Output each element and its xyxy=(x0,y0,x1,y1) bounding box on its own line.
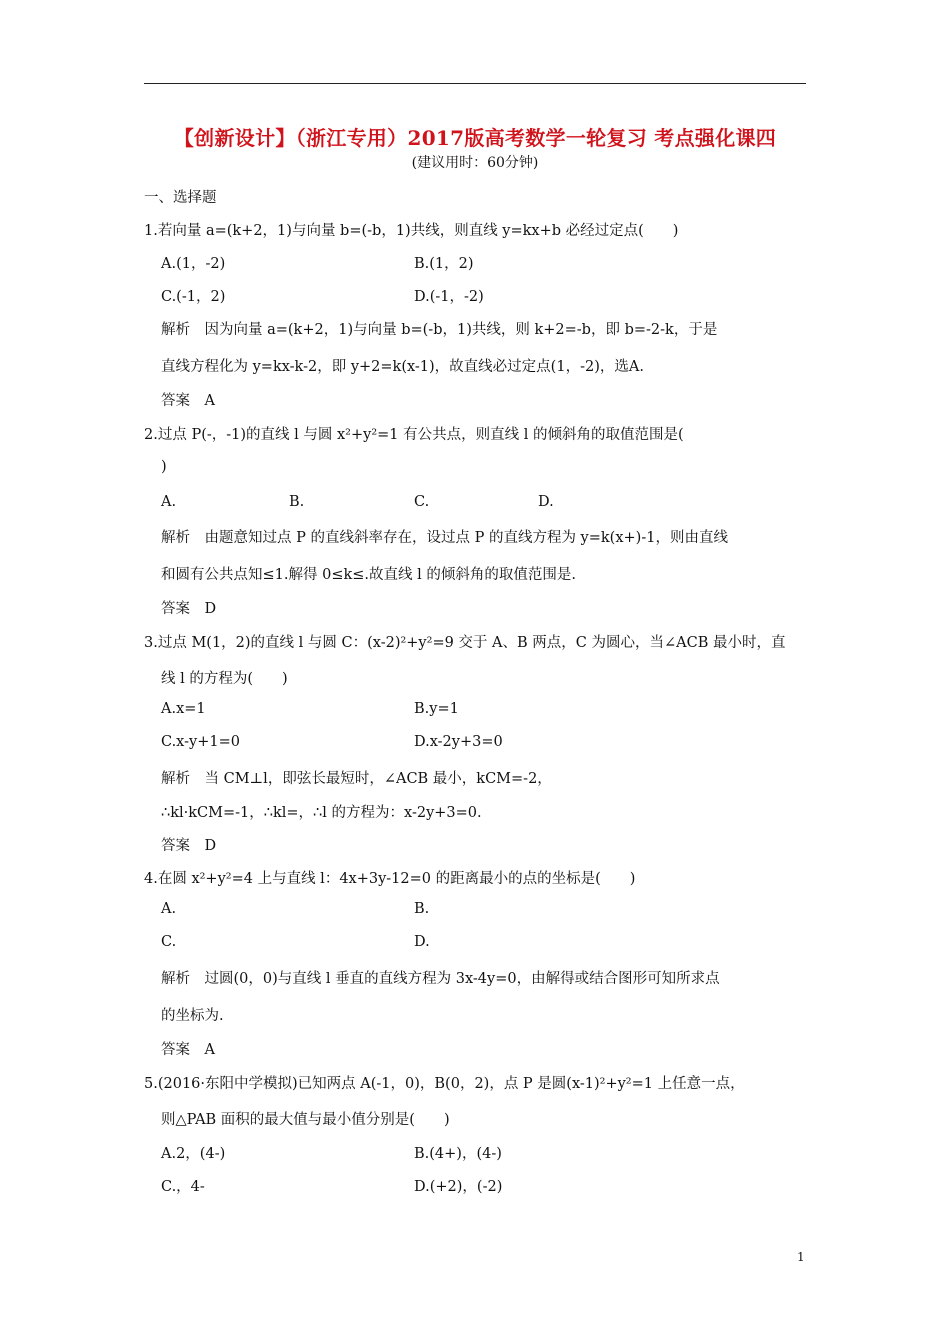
q2-answer: 答案 D xyxy=(161,601,217,617)
q3-answer: 答案 D xyxy=(161,838,217,854)
q5-option-a: A.2，(4-) xyxy=(161,1146,226,1162)
document-subtitle: (建议用时：60分钟) xyxy=(411,155,539,171)
q5-option-b: B.(4+)，(4-) xyxy=(414,1146,502,1162)
q5-option-d: D.(+2)，(-2) xyxy=(414,1179,503,1195)
q3-stem-cont: 线 l 的方程为( ) xyxy=(161,671,288,687)
q1-analysis-cont: 直线方程化为 y=kx-k-2，即 y+2=k(x-1)，故直线必过定点(1，-2)，选A. xyxy=(161,359,644,375)
q3-analysis: 解析 当 CM⊥l，即弦长最短时，∠ACB 最小，kCM=-2， xyxy=(161,771,552,787)
q1-option-b: B.(1，2) xyxy=(414,256,474,272)
q2-option-c: C. xyxy=(414,494,430,510)
q2-option-a: A. xyxy=(161,494,177,510)
document-title: 【创新设计】（浙江专用）2017版高考数学一轮复习 考点强化课四 xyxy=(173,126,777,150)
q4-option-a: A. xyxy=(161,901,177,917)
q4-analysis-cont: 的坐标为. xyxy=(161,1008,224,1024)
q3-option-d: D.x-2y+3=0 xyxy=(414,734,503,750)
section-heading: 一、选择题 xyxy=(144,190,217,206)
q1-analysis: 解析 因为向量 a=(k+2，1)与向量 b=(-b，1)共线，则 k+2=-b，即 b=-2-k，于是 xyxy=(161,322,718,338)
q2-analysis: 解析 由题意知过点 P 的直线斜率存在，设过点 P 的直线方程为 y=k(x+)-1，则由直线 xyxy=(161,530,728,546)
q2-option-d: D. xyxy=(538,494,554,510)
q1-answer: 答案 A xyxy=(161,393,215,409)
q4-option-c: C. xyxy=(161,934,177,950)
q3-option-b: B.y=1 xyxy=(414,701,459,717)
q3-option-c: C.x-y+1=0 xyxy=(161,734,240,750)
q1-option-a: A.(1，-2) xyxy=(161,256,226,272)
q2-stem: 2.过点 P(-，-1)的直线 l 与圆 x²+y²=1 有公共点，则直线 l 的倾斜角的取值范围是( xyxy=(144,427,684,443)
q1-option-d: D.(-1，-2) xyxy=(414,289,484,305)
q4-stem: 4.在圆 x²+y²=4 上与直线 l：4x+3y-12=0 的距离最小的点的坐标是( ) xyxy=(144,871,636,887)
header-rule xyxy=(144,83,806,84)
q5-stem: 5.(2016·东阳中学模拟)已知两点 A(-1，0)，B(0，2)，点 P 是圆(x-1)²+y²=1 上任意一点， xyxy=(144,1076,745,1092)
q4-option-b: B. xyxy=(414,901,430,917)
page-number: 1 xyxy=(797,1250,805,1264)
q3-analysis-cont: ∴kl·kCM=-1，∴kl=，∴l 的方程为：x-2y+3=0. xyxy=(161,805,482,821)
q4-analysis: 解析 过圆(0，0)与直线 l 垂直的直线方程为 3x-4y=0，由解得或结合图形可知所求点 xyxy=(161,971,720,987)
q2-option-b: B. xyxy=(289,494,305,510)
q1-option-c: C.(-1，2) xyxy=(161,289,226,305)
q3-option-a: A.x=1 xyxy=(161,701,206,717)
q3-stem: 3.过点 M(1，2)的直线 l 与圆 C：(x-2)²+y²=9 交于 A、B 两点，C 为圆心，当∠ACB 最小时，直 xyxy=(144,635,786,651)
q2-analysis-cont: 和圆有公共点知≤1.解得 0≤k≤.故直线 l 的倾斜角的取值范围是. xyxy=(161,567,576,583)
q5-stem-cont: 则△PAB 面积的最大值与最小值分别是( ) xyxy=(161,1112,450,1128)
q2-stem-cont: ) xyxy=(161,459,167,475)
q1-stem: 1.若向量 a=(k+2，1)与向量 b=(-b，1)共线，则直线 y=kx+b 必经过定点( ) xyxy=(144,223,679,239)
q4-option-d: D. xyxy=(414,934,430,950)
q5-option-c: C.，4- xyxy=(161,1179,205,1195)
q4-answer: 答案 A xyxy=(161,1042,215,1058)
